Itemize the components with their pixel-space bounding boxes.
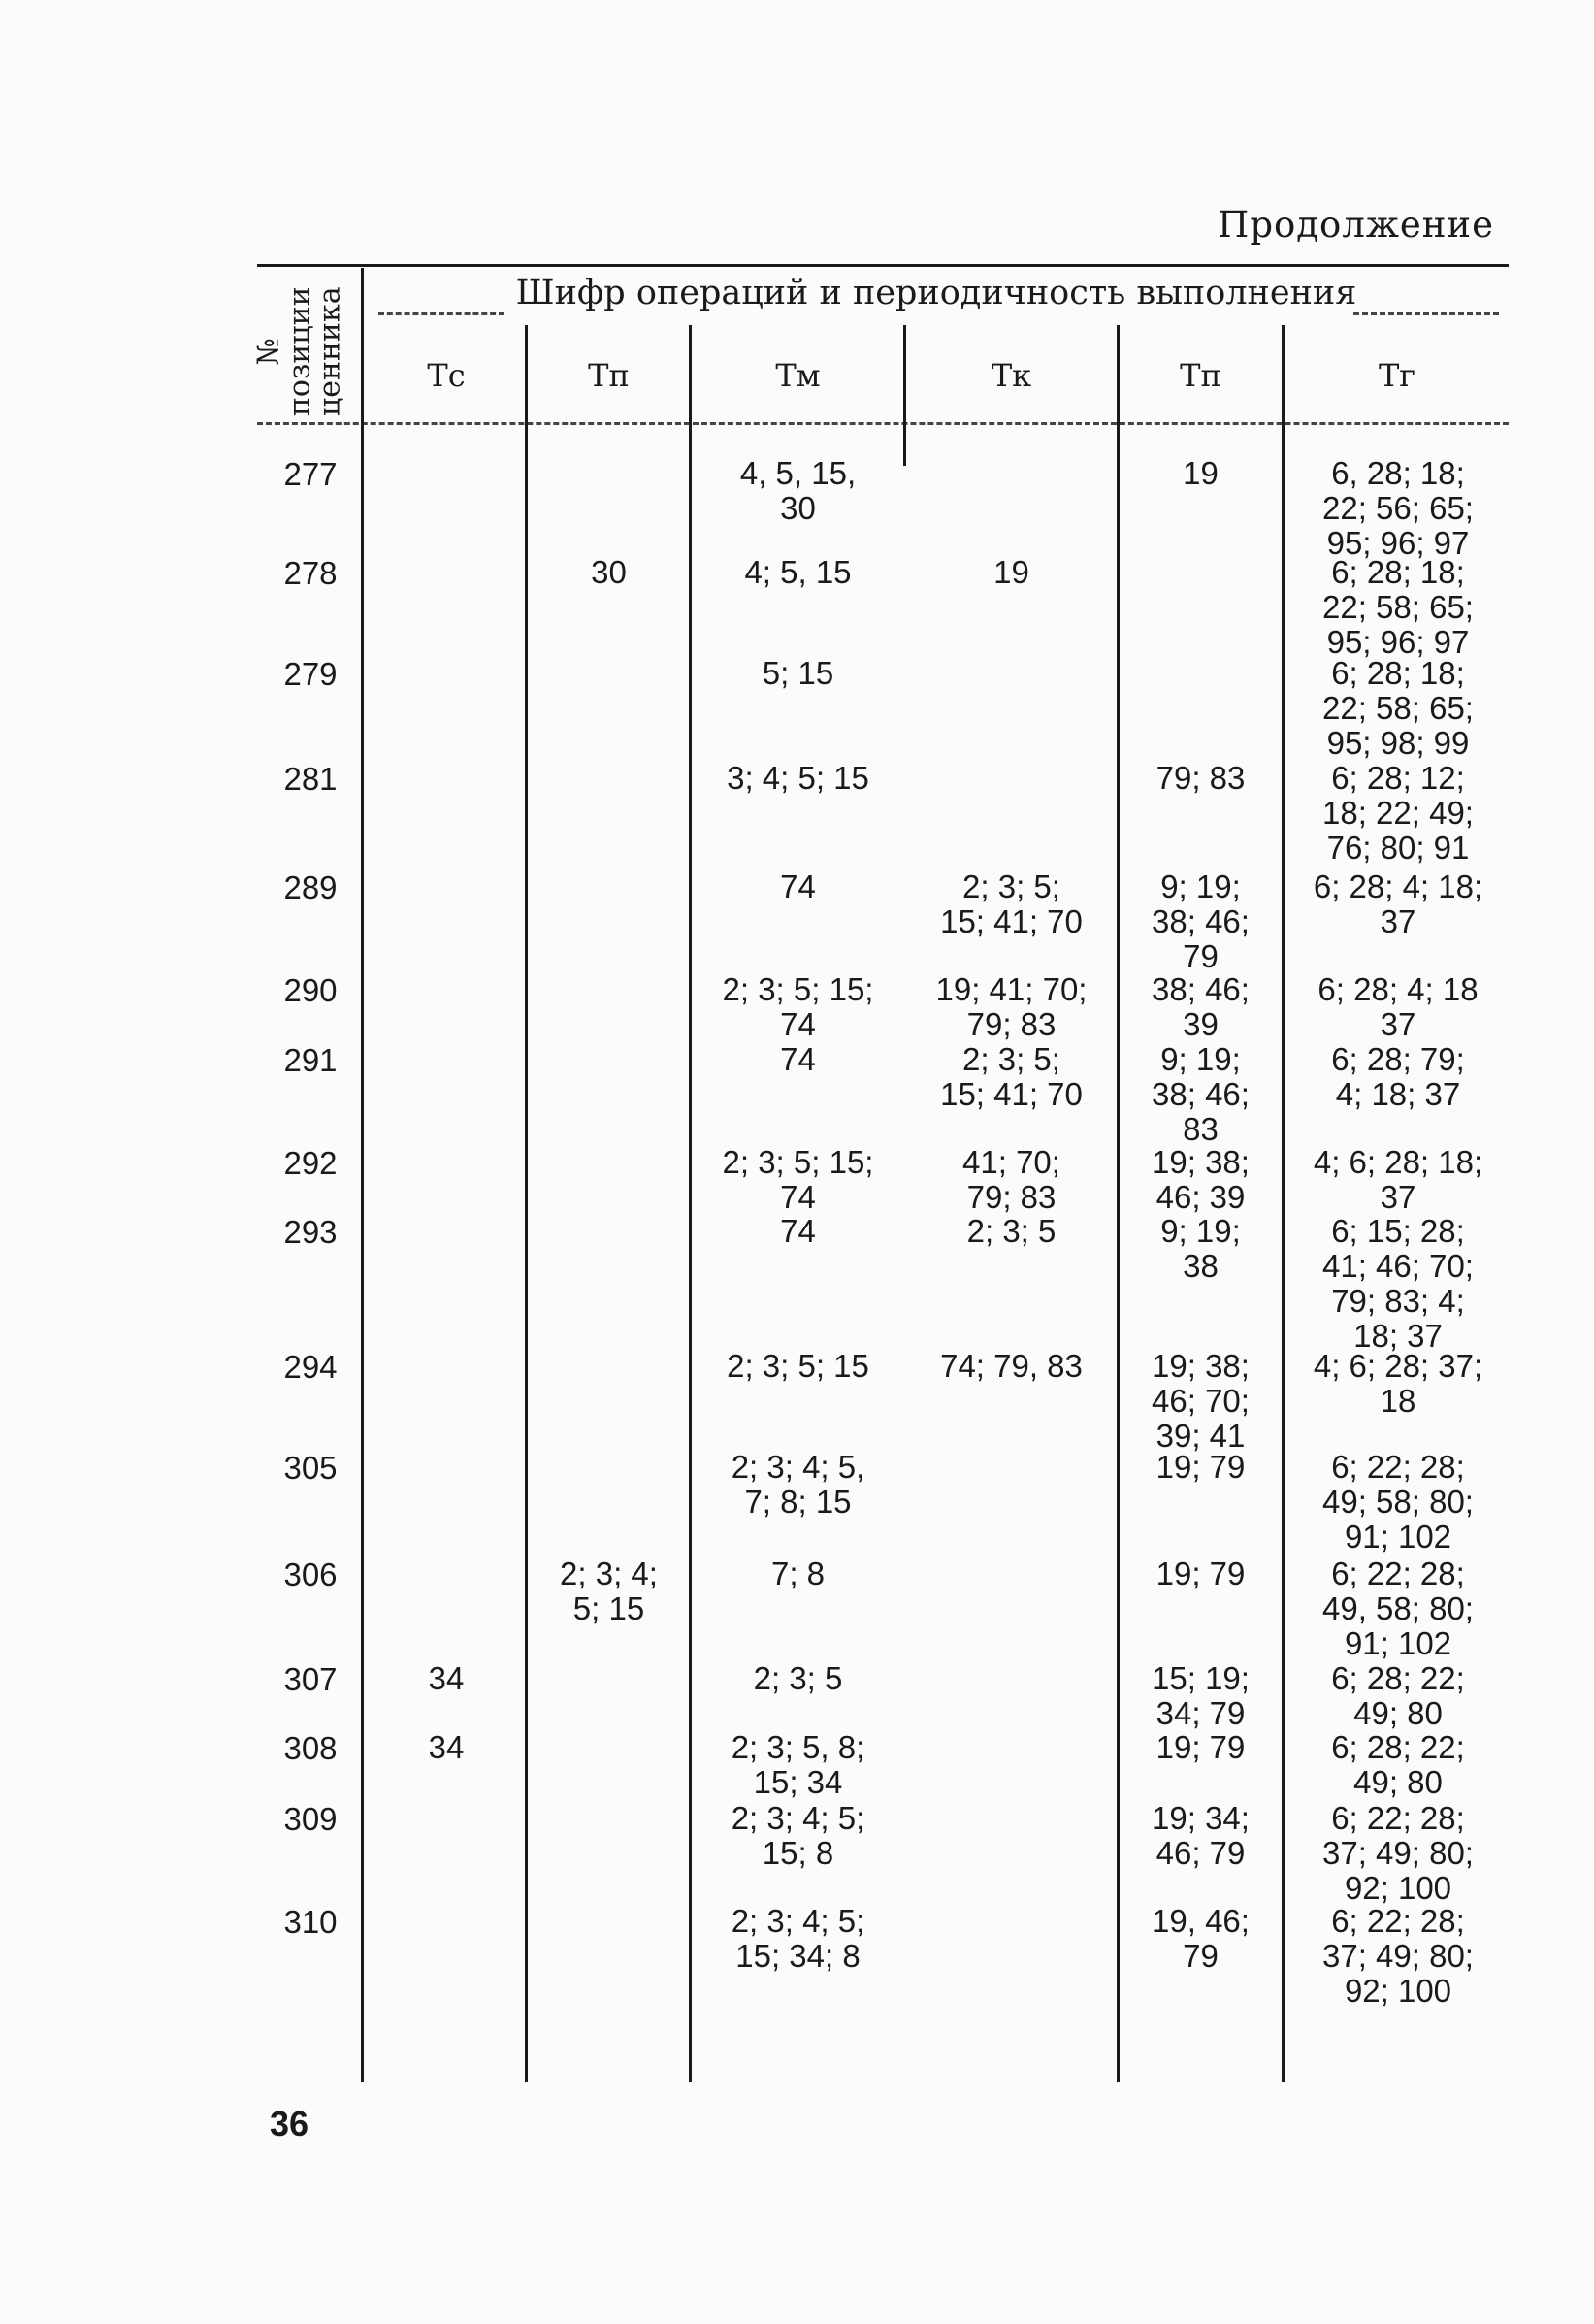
cell-tg: 6; 22; 28; 49, 58; 80; 91; 102 [1322, 1555, 1474, 1661]
row-position-number: 307 [283, 1661, 338, 1697]
row-position-number: 305 [283, 1450, 338, 1486]
row-position-number: 291 [283, 1042, 338, 1078]
position-column-label: № позиции ценника [251, 286, 347, 416]
cell-tg: 6, 28; 18; 22; 56; 65; 95; 96; 97 [1322, 455, 1474, 561]
cell-tp2: 19; 38; 46; 70; 39; 41 [1152, 1348, 1250, 1454]
cell-tm: 2; 3; 5; 15; 74 [722, 1144, 874, 1215]
cell-tp2: 19, 46; 79 [1152, 1903, 1250, 1974]
cell-tg: 6; 22; 28; 49; 58; 80; 91; 102 [1322, 1449, 1474, 1555]
cell-tg: 6; 15; 28; 41; 46; 70; 79; 83; 4; 18; 37 [1322, 1213, 1474, 1354]
cell-tk: 2; 3; 5 [966, 1213, 1057, 1249]
col-divider-4 [903, 325, 906, 466]
cell-tm: 2; 3; 5, 8; 15; 34 [731, 1729, 865, 1800]
col-divider-6 [1282, 325, 1285, 2082]
cell-tp2: 38; 46; 39 [1152, 971, 1250, 1042]
row-position-number: 277 [283, 456, 338, 492]
cell-tg: 6; 28; 4; 18 37 [1317, 971, 1479, 1042]
cell-tp2: 19 [1183, 455, 1219, 491]
cell-tp1: 30 [591, 554, 627, 590]
cell-tm: 74 [780, 1213, 816, 1249]
cell-tp2: 15; 19; 34; 79 [1152, 1660, 1250, 1731]
col-divider-2 [525, 325, 528, 2082]
cell-tg: 6; 28; 18; 22; 58; 65; 95; 96; 97 [1322, 554, 1474, 660]
cell-tk: 2; 3; 5; 15; 41; 70 [940, 1041, 1083, 1112]
col-header-tg: Тг [1378, 357, 1416, 394]
cell-tp2: 19; 79 [1155, 1449, 1246, 1485]
cell-tm: 2; 3; 4; 5; 15; 34; 8 [731, 1903, 865, 1974]
col-header-tm: Тм [775, 357, 821, 394]
cell-tm: 2; 3; 4; 5; 15; 8 [731, 1800, 865, 1871]
cell-tg: 4; 6; 28; 37; 18 [1313, 1348, 1483, 1419]
group-header-dash-right [1353, 312, 1499, 315]
group-header-dash-left [378, 312, 504, 315]
cell-tg: 6; 28; 4; 18; 37 [1313, 868, 1483, 939]
cell-tg: 6; 28; 22; 49; 80 [1331, 1660, 1465, 1731]
page-number: 36 [270, 2104, 309, 2144]
row-position-number: 289 [283, 869, 338, 905]
col-header-tk: Тк [991, 357, 1032, 394]
row-position-number: 308 [283, 1730, 338, 1766]
cell-tg: 6; 28; 12; 18; 22; 49; 76; 80; 91 [1322, 760, 1474, 866]
cell-tm: 74 [780, 1041, 816, 1077]
col-divider-3 [689, 325, 692, 2082]
row-position-number: 278 [283, 555, 338, 591]
cell-tm: 4, 5, 15, 30 [739, 455, 857, 526]
col-header-tp1: Тп [588, 357, 630, 394]
header-bottom-dash [257, 422, 1509, 425]
cell-tk: 19; 41; 70; 79; 83 [935, 971, 1088, 1042]
cell-tm: 4; 5, 15 [744, 554, 852, 590]
col-header-tc: Тс [427, 357, 466, 394]
cell-tk: 41; 70; 79; 83 [962, 1144, 1060, 1215]
cell-tm: 2; 3; 5; 15; 74 [722, 971, 874, 1042]
cell-tk: 74; 79, 83 [940, 1348, 1083, 1384]
row-position-number: 310 [283, 1904, 338, 1940]
cell-tp2: 19; 34; 46; 79 [1152, 1800, 1250, 1871]
row-position-number: 290 [283, 972, 338, 1008]
continuation-label: Продолжение [1218, 204, 1494, 245]
row-position-number: 294 [283, 1349, 338, 1385]
cell-tp2: 9; 19; 38; 46; 79 [1152, 868, 1250, 974]
cell-tm: 7; 8 [770, 1555, 826, 1591]
row-position-number: 292 [283, 1145, 338, 1181]
cell-tp1: 2; 3; 4; 5; 15 [560, 1555, 658, 1626]
cell-tg: 4; 6; 28; 18; 37 [1313, 1144, 1483, 1215]
cell-tc: 34 [428, 1729, 465, 1765]
cell-tm: 2; 3; 5; 15 [727, 1348, 869, 1384]
cell-tg: 6; 22; 28; 37; 49; 80; 92; 100 [1322, 1903, 1474, 2009]
cell-tp2: 79; 83 [1155, 760, 1246, 796]
cell-tp2: 9; 19; 38 [1160, 1213, 1241, 1284]
col-divider-1 [361, 268, 364, 2082]
row-position-number: 309 [283, 1801, 338, 1837]
row-position-number: 306 [283, 1556, 338, 1592]
cell-tc: 34 [428, 1660, 465, 1696]
operations-group-header: Шифр операций и периодичность выполнения [515, 274, 1357, 312]
cell-tp2: 19; 38; 46; 39 [1152, 1144, 1250, 1215]
row-position-number: 293 [283, 1214, 338, 1250]
row-position-number: 281 [283, 761, 338, 797]
table-top-rule [257, 264, 1509, 267]
row-position-number: 279 [283, 656, 338, 692]
cell-tm: 2; 3; 4; 5, 7; 8; 15 [731, 1449, 865, 1520]
cell-tm: 2; 3; 5 [753, 1660, 843, 1696]
cell-tk: 2; 3; 5; 15; 41; 70 [940, 868, 1083, 939]
col-divider-5 [1117, 325, 1120, 2082]
cell-tm: 3; 4; 5; 15 [727, 760, 869, 796]
cell-tg: 6; 28; 22; 49; 80 [1331, 1729, 1465, 1800]
cell-tm: 74 [780, 868, 816, 904]
cell-tg: 6; 22; 28; 37; 49; 80; 92; 100 [1322, 1800, 1474, 1906]
cell-tm: 5; 15 [762, 655, 834, 691]
cell-tg: 6; 28; 79; 4; 18; 37 [1331, 1041, 1465, 1112]
cell-tk: 19 [993, 554, 1029, 590]
position-column-header [239, 274, 361, 429]
cell-tp2: 19; 79 [1155, 1555, 1246, 1591]
cell-tp2: 19; 79 [1155, 1729, 1246, 1765]
cell-tp2: 9; 19; 38; 46; 83 [1152, 1041, 1250, 1147]
cell-tg: 6; 28; 18; 22; 58; 65; 95; 98; 99 [1322, 655, 1474, 761]
col-header-tp2: Тп [1180, 357, 1221, 394]
